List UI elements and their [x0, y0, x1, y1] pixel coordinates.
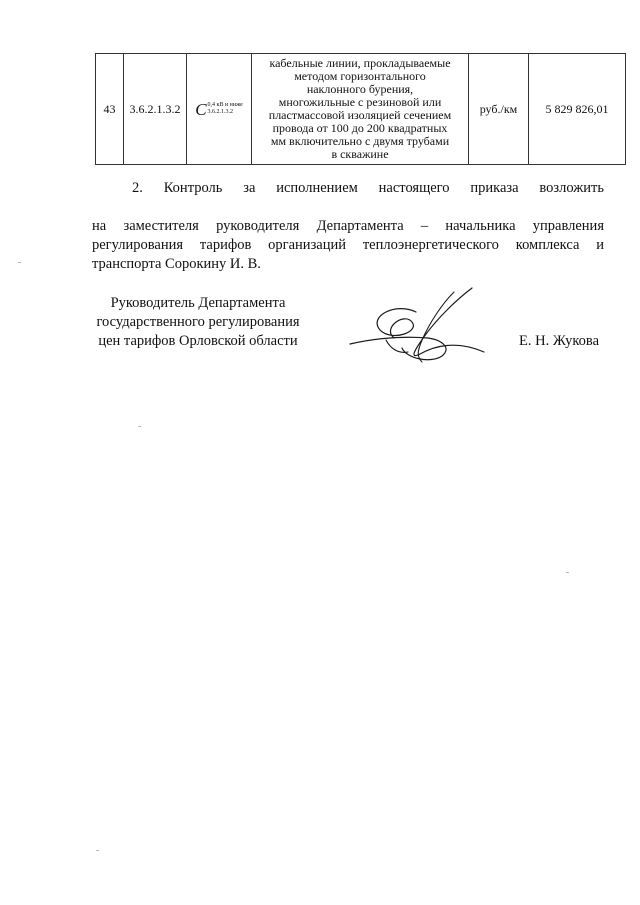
description-line: методом горизонтального: [294, 69, 426, 83]
handwritten-signature: [346, 282, 496, 368]
row-number: 43: [96, 54, 124, 165]
symbol-base: C: [195, 99, 207, 119]
paragraph-rest: на заместителя руководителя Департамента – начальника управления регулирования тарифов организаций теплоэнергетического комплекса и транспорта Сорокину И. В.: [92, 218, 604, 272]
description-line: в скважине: [331, 147, 389, 161]
description-line: многожильные с резиновой или: [278, 95, 442, 109]
description-line: пластмассовой изоляцией сечением: [268, 108, 452, 122]
signatory-title: [88, 294, 308, 351]
title-line: цен тарифов Орловской области: [98, 333, 298, 349]
order-paragraph: [92, 179, 604, 274]
symbol-scripts: [208, 102, 243, 116]
row-symbol: [187, 54, 252, 165]
table-row: [96, 54, 626, 165]
row-value: 5 829 826,01: [529, 54, 626, 165]
title-line: государственного регулирования: [96, 314, 300, 330]
row-description: [252, 54, 469, 165]
description-line: кабельные линии, прокладываемые: [269, 56, 451, 70]
row-unit: руб./км: [469, 54, 529, 165]
tariff-table: [95, 53, 626, 165]
description-line: наклонного бурения,: [306, 82, 414, 96]
scan-speck: [18, 262, 21, 263]
scan-speck: [566, 572, 569, 573]
tariff-symbol: [195, 101, 243, 118]
description-line: мм включительно с двумя трубами: [270, 134, 450, 148]
symbol-superscript: 0,4 кВ и ниже: [207, 102, 243, 108]
scan-speck: [138, 426, 141, 427]
paragraph-first-line: 2. Контроль за исполнением настоящего приказа возложить: [132, 180, 604, 196]
description-line: провода от 100 до 200 квадратных: [272, 121, 448, 135]
row-code: 3.6.2.1.3.2: [124, 54, 187, 165]
signatory-name: Е. Н. Жукова: [519, 333, 600, 349]
title-line: Руководитель Департамента: [110, 295, 286, 311]
scan-speck: [96, 850, 99, 851]
symbol-subscript: 3.6.2.1.3.2: [207, 109, 234, 115]
